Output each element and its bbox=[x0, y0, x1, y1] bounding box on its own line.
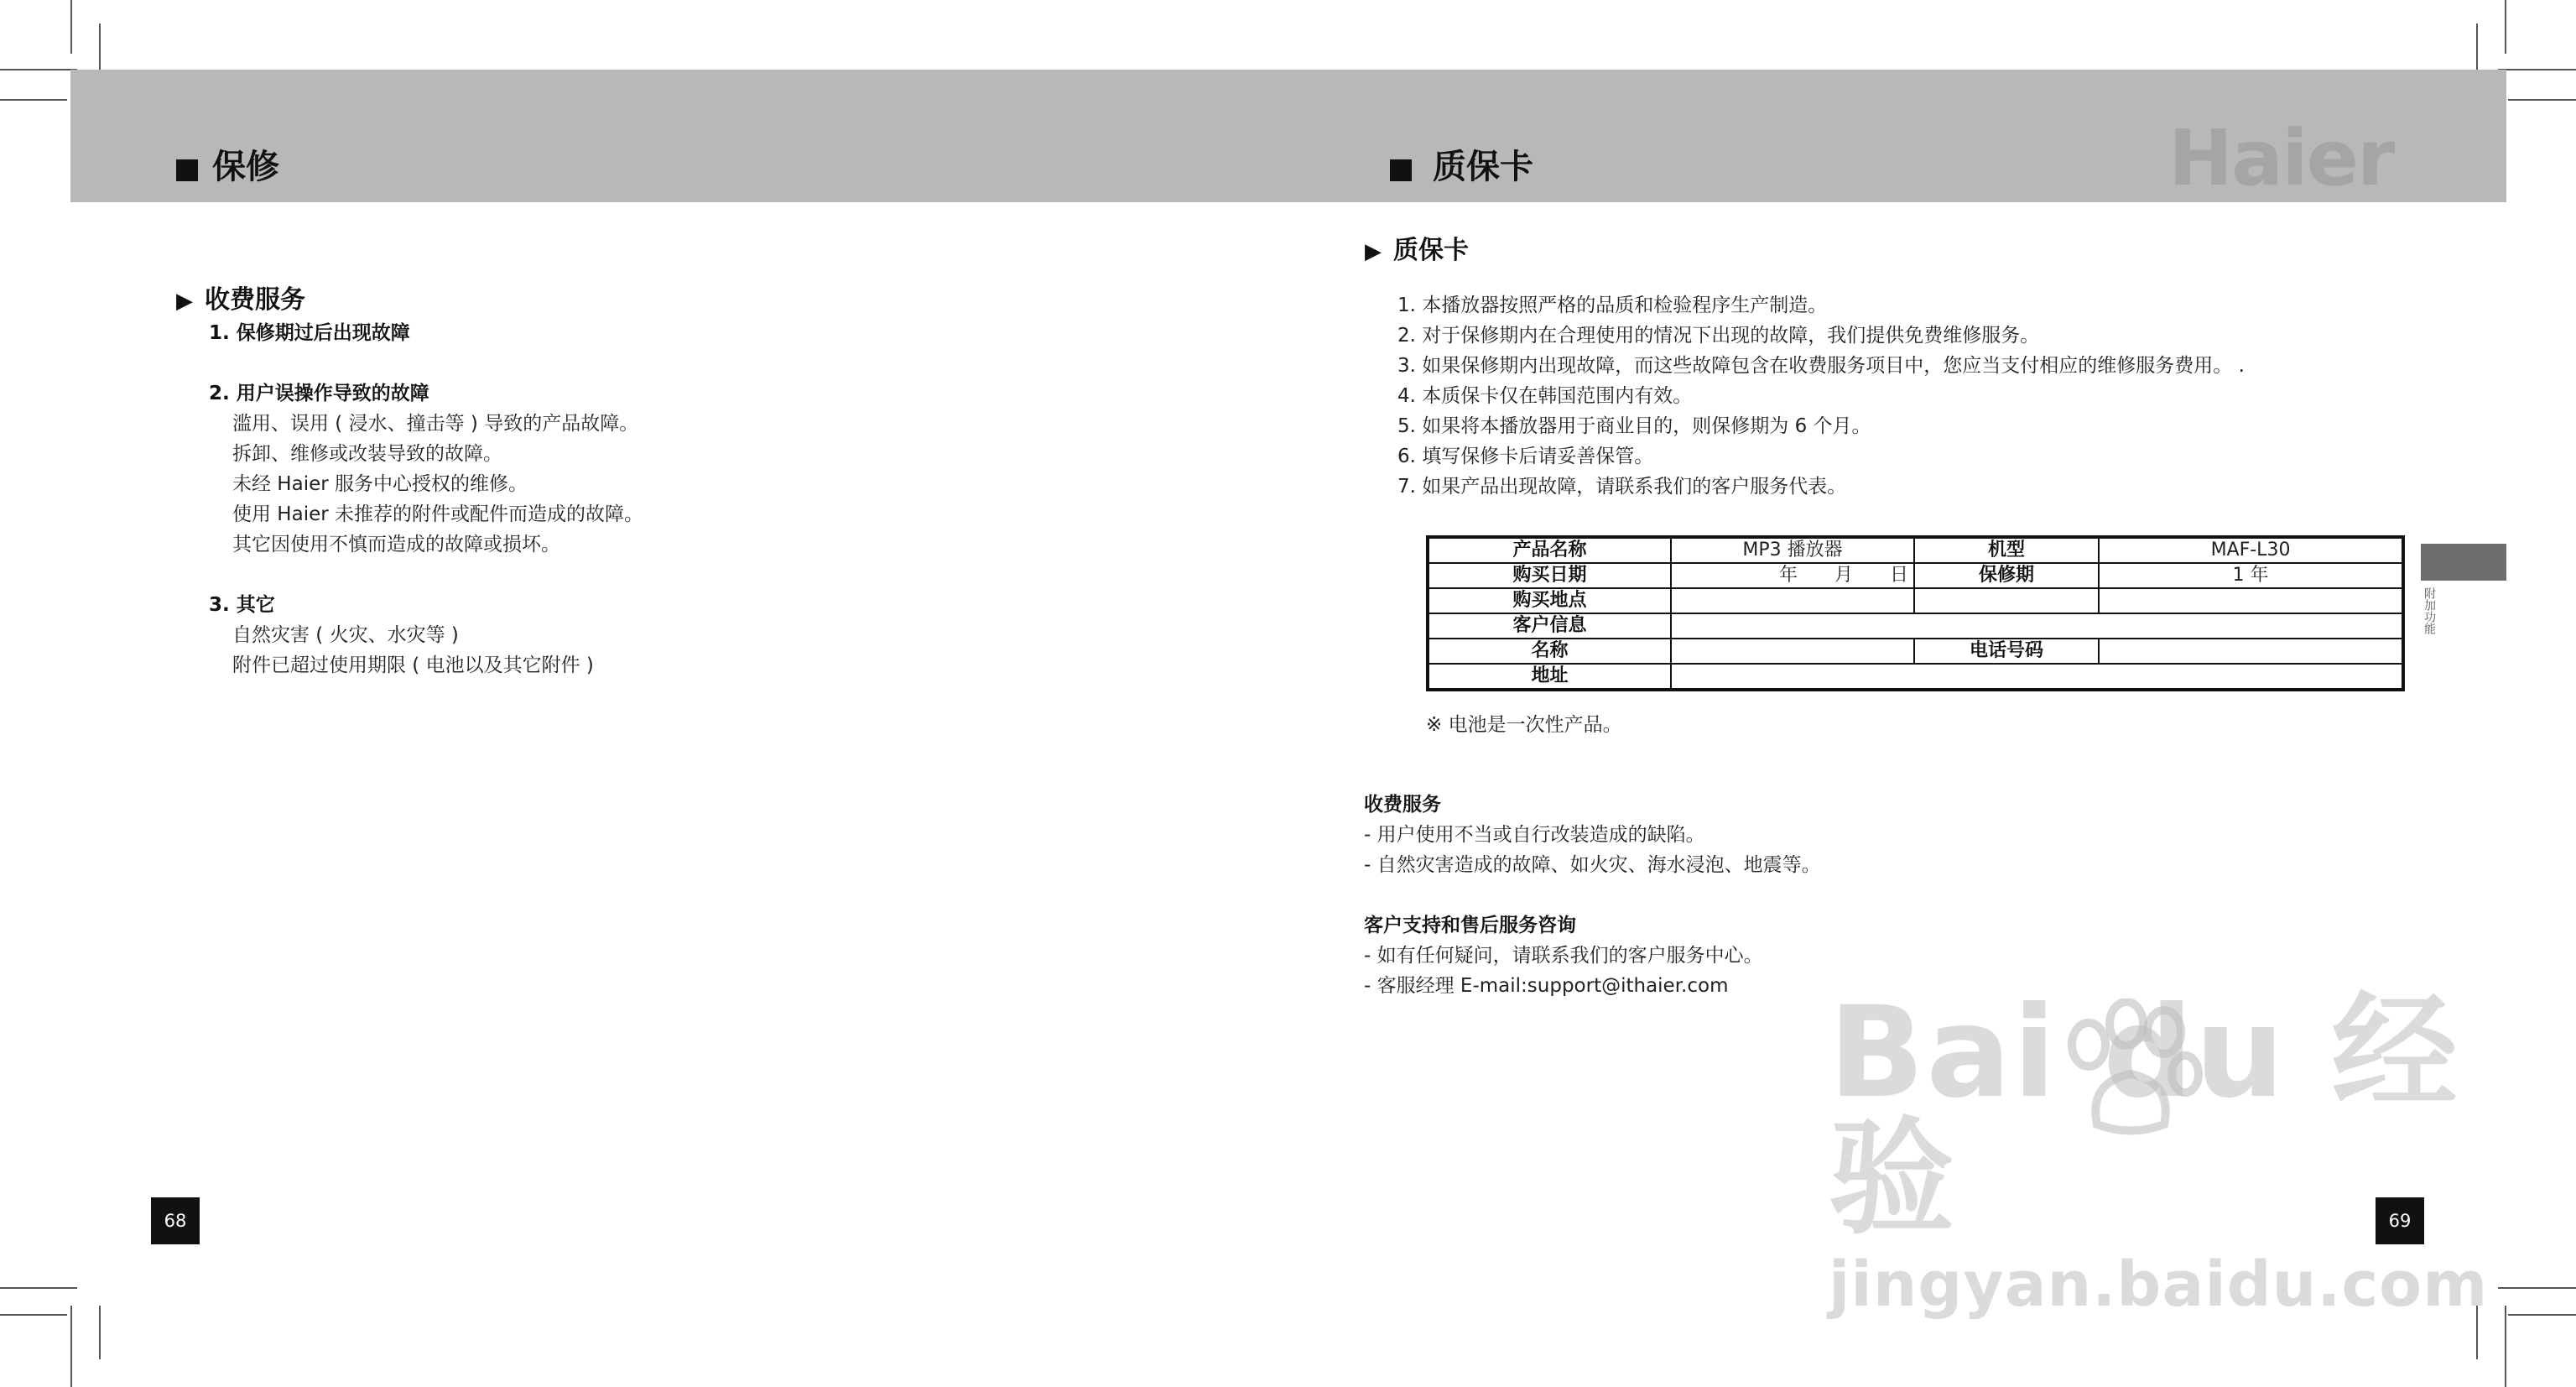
battery-note: ※ 电池是一次性产品。 bbox=[1426, 714, 1622, 736]
right-header-title: 质保卡 bbox=[1433, 148, 1533, 186]
warranty-item: 1. 本播放器按照严格的品质和检验程序生产制造。 bbox=[1397, 295, 1828, 316]
warranty-item: 4. 本质保卡仅在韩国范围内有效。 bbox=[1397, 385, 1693, 407]
left-item-heading: 2. 用户误操作导致的故障 bbox=[209, 383, 429, 404]
support-line: - 客服经理 E-mail:support@ithaier.com bbox=[1364, 975, 1729, 997]
empty-cell bbox=[2099, 588, 2403, 613]
crop-mark bbox=[2498, 69, 2576, 70]
model-value: MAF-L30 bbox=[2099, 537, 2403, 563]
right-page-number: 69 bbox=[2376, 1197, 2424, 1244]
crop-mark bbox=[70, 0, 72, 54]
warranty-item: 5. 如果将本播放器用于商业目的，则保修期为 6 个月。 bbox=[1397, 415, 1871, 437]
customer-info-label: 客户信息 bbox=[1428, 613, 1671, 639]
crop-mark bbox=[70, 1306, 72, 1387]
left-item-line: 自然灾害 ( 火灾、水灾等 ) bbox=[232, 624, 459, 646]
left-item-line: 附件已超过使用期限 ( 电池以及其它附件 ) bbox=[232, 654, 594, 676]
table-row bbox=[1428, 639, 2403, 664]
crop-mark bbox=[2505, 1306, 2506, 1387]
watermark-brand: Bai du 经验 bbox=[1829, 980, 2459, 1252]
name-label: 名称 bbox=[1428, 639, 1671, 664]
product-name-label: 产品名称 bbox=[1428, 537, 1671, 563]
phone-label: 电话号码 bbox=[1914, 639, 2099, 664]
empty-cell bbox=[1671, 639, 1914, 664]
header-square-icon bbox=[1390, 159, 1412, 181]
empty-cell bbox=[1671, 664, 2403, 690]
left-item-heading: 3. 其它 bbox=[209, 594, 275, 616]
crop-mark bbox=[0, 69, 77, 70]
left-section-title bbox=[176, 285, 305, 315]
empty-cell bbox=[1671, 588, 1914, 613]
left-item-line: 使用 Haier 未推荐的附件或配件而造成的故障。 bbox=[232, 503, 644, 525]
warranty-card-table bbox=[1426, 535, 2405, 691]
warranty-period-value: 1 年 bbox=[2099, 563, 2403, 588]
empty-cell bbox=[1671, 613, 2403, 639]
product-name-value: MP3 播放器 bbox=[1671, 537, 1914, 563]
table-row bbox=[1428, 664, 2403, 690]
warranty-period-label: 保修期 bbox=[1914, 563, 2099, 588]
purchase-place-label: 购买地点 bbox=[1428, 588, 1671, 613]
support-title: 客户支持和售后服务咨询 bbox=[1364, 915, 1576, 936]
table-row bbox=[1428, 613, 2403, 639]
crop-mark bbox=[99, 1306, 101, 1359]
right-section-title bbox=[1365, 238, 1469, 263]
crop-mark bbox=[2508, 99, 2576, 101]
warranty-item: 2. 对于保修期内在合理使用的情况下出现的故障，我们提供免费维修服务。 bbox=[1397, 325, 2040, 347]
support-line: - 如有任何疑问，请联系我们的客户服务中心。 bbox=[1364, 945, 1763, 967]
warranty-item: 6. 填写保修卡后请妥善保管。 bbox=[1397, 446, 1654, 467]
baidu-watermark bbox=[1829, 980, 2576, 1321]
paid-service-title: 收费服务 bbox=[1364, 794, 1441, 816]
right-section-title-text: 质保卡 bbox=[1393, 236, 1469, 265]
purchase-date-label: 购买日期 bbox=[1428, 563, 1671, 588]
paid-service-line: - 用户使用不当或自行改装造成的缺陷。 bbox=[1364, 824, 1705, 846]
crop-mark bbox=[0, 1314, 67, 1316]
triangle-bullet-icon: ▶ bbox=[1365, 239, 1382, 264]
left-page-number: 68 bbox=[151, 1197, 200, 1244]
triangle-bullet-icon: ▶ bbox=[176, 289, 193, 314]
side-tab-label: 附加功能 bbox=[2422, 587, 2436, 634]
header-square-icon bbox=[176, 159, 198, 181]
table-row bbox=[1428, 537, 2403, 563]
table-row bbox=[1428, 588, 2403, 613]
left-item-line: 未经 Haier 服务中心授权的维修。 bbox=[232, 473, 528, 495]
purchase-date-value: 年 月 日 bbox=[1671, 563, 1914, 588]
empty-cell bbox=[1914, 588, 2099, 613]
empty-cell bbox=[2099, 639, 2403, 664]
model-label: 机型 bbox=[1914, 537, 2099, 563]
side-tab bbox=[2421, 544, 2506, 581]
crop-mark bbox=[2505, 0, 2506, 54]
left-item-line: 其它因使用不慎而造成的故障或损坏。 bbox=[232, 534, 560, 555]
warranty-item: 3. 如果保修期内出现故障，而这些故障包含在收费服务项目中，您应当支付相应的维修服务费用。 . bbox=[1397, 355, 2245, 377]
paid-service-line: - 自然灾害造成的故障、如火灾、海水浸泡、地震等。 bbox=[1364, 854, 1821, 876]
left-header-title: 保修 bbox=[212, 148, 279, 186]
crop-mark bbox=[0, 1287, 77, 1289]
crop-mark bbox=[0, 99, 67, 101]
left-item-line: 拆卸、维修或改装导致的故障。 bbox=[232, 443, 502, 465]
table-row bbox=[1428, 563, 2403, 588]
haier-logo: Haier bbox=[2168, 113, 2394, 203]
left-item-heading: 1. 保修期过后出现故障 bbox=[209, 322, 410, 344]
warranty-item: 7. 如果产品出现故障，请联系我们的客户服务代表。 bbox=[1397, 476, 1847, 498]
watermark-url: jingyan.baidu.com bbox=[1829, 1249, 2489, 1321]
left-item-line: 滥用、误用 ( 浸水、撞击等 ) 导致的产品故障。 bbox=[232, 413, 639, 435]
left-section-title-text: 收费服务 bbox=[205, 285, 305, 315]
address-label: 地址 bbox=[1428, 664, 1671, 690]
